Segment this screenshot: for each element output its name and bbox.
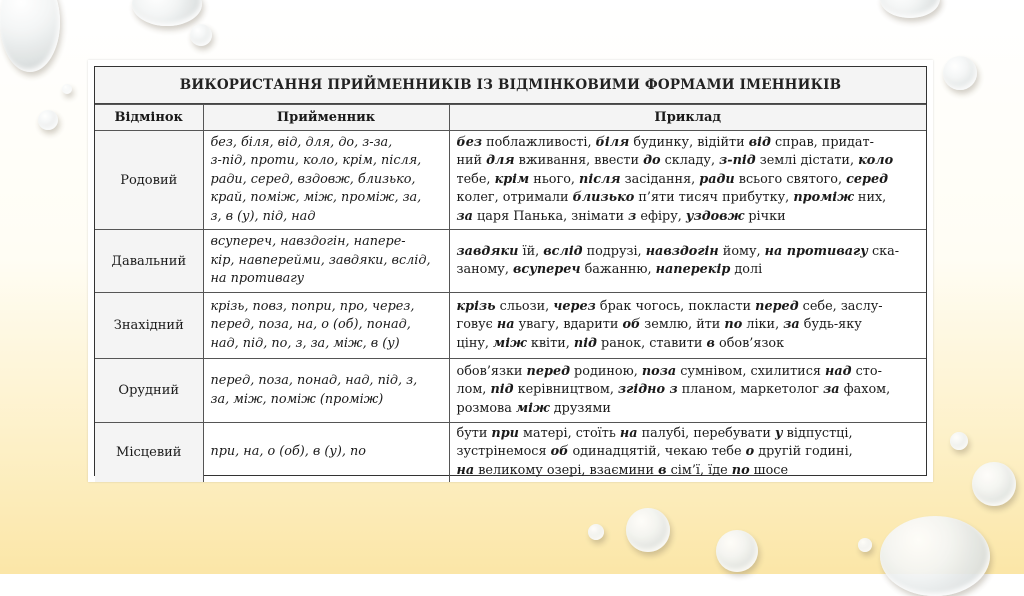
example-text: родиною, — [569, 363, 642, 379]
example-line — [457, 462, 920, 480]
water-drop-decoration — [62, 84, 72, 94]
example-line — [457, 363, 920, 381]
preposition-line: ради, серед, вздовж, близько, — [210, 171, 416, 187]
header-row — [95, 105, 926, 131]
water-drop-decoration — [626, 508, 670, 552]
preposition-line: з-під, проти, коло, крім, після, — [210, 153, 422, 169]
example-text: матері, стоїть — [518, 425, 620, 441]
water-drop-decoration — [858, 538, 872, 552]
example-text: нього, — [529, 171, 580, 187]
preposition-highlight: проміж — [793, 190, 854, 206]
example-cell — [449, 230, 926, 293]
preposition-line: з, в (у), під, над — [210, 208, 316, 224]
prepositions-cell — [203, 230, 449, 293]
example-line — [457, 400, 920, 418]
water-drop-decoration — [0, 0, 60, 72]
preposition-highlight: об — [550, 444, 569, 460]
example-text: увагу, вдарити — [514, 317, 623, 333]
preposition-highlight: навздогін — [645, 243, 719, 259]
example-text: говує — [456, 317, 497, 333]
preposition-highlight: всупереч — [512, 262, 581, 277]
example-text: фахом, — [839, 382, 891, 398]
preposition-line: кір, навперейми, завдяки, вслід, — [210, 252, 431, 268]
preposition-highlight: перед — [526, 363, 570, 379]
preposition-highlight: при — [491, 425, 519, 441]
preposition-line: за, між, поміж (проміж) — [210, 391, 384, 407]
header-example: Приклад — [449, 105, 926, 131]
prepositions-table — [95, 104, 926, 482]
table-row — [95, 230, 926, 293]
preposition-highlight: об — [622, 317, 641, 333]
preposition-line: перед, поза, понад, над, під, з, — [210, 373, 418, 389]
example-text: ний — [456, 153, 487, 169]
example-text: ефіру, — [636, 208, 686, 224]
example-line — [457, 189, 920, 207]
example-text: брак чогось, покласти — [595, 298, 756, 314]
preposition-highlight: на — [456, 462, 475, 478]
example-text: землю, йти — [640, 317, 725, 333]
example-text: заному, — [456, 262, 513, 277]
case-cell: Знахідний — [95, 293, 203, 359]
preposition-highlight: на — [619, 425, 638, 441]
example-cell — [449, 423, 926, 483]
example-line — [457, 335, 920, 353]
example-line — [457, 443, 920, 461]
preposition-highlight: над — [825, 363, 852, 379]
example-text: обов’язки — [456, 363, 527, 379]
preposition-highlight: після — [579, 171, 621, 187]
example-text: сльози, — [495, 298, 554, 314]
preposition-highlight: через — [553, 298, 596, 314]
table-row — [95, 359, 926, 423]
preposition-highlight: поза — [641, 363, 677, 379]
example-text: ціну, — [456, 335, 494, 351]
example-text: колег, отримали — [456, 190, 573, 206]
preposition-highlight: в — [658, 462, 667, 478]
example-text: них, — [853, 190, 887, 206]
example-text: відпустці, — [782, 425, 853, 441]
example-line — [457, 171, 920, 189]
preposition-highlight: перед — [755, 298, 799, 314]
example-text: зустрінемося — [456, 444, 551, 460]
example-text: ска- — [867, 243, 900, 259]
example-text: річки — [744, 208, 786, 224]
case-cell: Орудний — [95, 359, 203, 423]
water-drop-decoration — [880, 516, 990, 596]
example-cell — [449, 293, 926, 359]
preposition-highlight: на — [496, 317, 515, 333]
case-cell: Місцевий — [95, 423, 203, 483]
example-text: подрузі, — [582, 243, 646, 259]
preposition-highlight: крім — [494, 171, 530, 187]
preposition-line: перед, поза, на, о (об), понад, — [210, 317, 411, 333]
preposition-line: край, поміж, між, проміж, за, — [210, 190, 422, 206]
preposition-highlight: наперекір — [655, 262, 731, 277]
preposition-line: крізь, повз, попри, про, через, — [210, 298, 415, 314]
header-preposition: Прийменник — [203, 105, 449, 131]
example-text: їй, — [518, 243, 544, 259]
table-frame — [94, 66, 927, 476]
example-line — [457, 425, 920, 443]
example-text: будинку, відійти — [629, 134, 749, 150]
preposition-highlight: біля — [595, 134, 630, 150]
example-text: шосе — [749, 462, 789, 478]
example-line — [457, 261, 920, 279]
preposition-highlight: близько — [572, 190, 635, 206]
example-text: тебе, — [456, 171, 495, 187]
example-line — [457, 152, 920, 170]
preposition-highlight: на противагу — [764, 243, 868, 259]
preposition-highlight: ради — [699, 171, 735, 187]
preposition-highlight: серед — [846, 171, 889, 187]
example-text: керівництвом, — [513, 382, 619, 398]
example-text: бажанню, — [580, 262, 656, 277]
preposition-highlight: під — [573, 335, 597, 351]
example-text: ліки, — [742, 317, 784, 333]
example-text: планом, маркетолог — [677, 382, 824, 398]
preposition-highlight: крізь — [456, 298, 496, 314]
example-text: себе, заслу- — [798, 298, 883, 314]
example-text: одинадцятій, чекаю тебе — [568, 444, 746, 460]
example-text: розмова — [456, 400, 516, 416]
water-drop-decoration — [880, 0, 940, 18]
preposition-highlight: за — [456, 208, 473, 224]
preposition-highlight: в — [706, 335, 715, 351]
preposition-highlight: з — [628, 208, 637, 224]
example-text: п’яти тисяч прибутку, — [634, 190, 794, 206]
preposition-highlight: згідно з — [618, 382, 678, 398]
table-title: ВИКОРИСТАННЯ ПРИЙМЕННИКІВ ІЗ ВІДМІНКОВИМИ ФОРМАМИ ІМЕННИКІВ — [95, 67, 926, 104]
example-text: йому, — [718, 243, 765, 259]
example-text: обов’язок — [714, 335, 785, 351]
example-text: сім’ї, їде — [666, 462, 732, 478]
example-text: вживання, ввести — [514, 153, 644, 169]
example-text: всього святого, — [734, 171, 847, 187]
preposition-highlight: коло — [858, 153, 894, 169]
preposition-highlight: у — [774, 425, 783, 441]
example-text: справ, придат- — [770, 134, 874, 150]
water-drop-decoration — [943, 56, 977, 90]
prepositions-cell — [203, 423, 449, 483]
preposition-line: без, біля, від, для, до, з-за, — [210, 134, 393, 150]
table-image — [88, 60, 933, 482]
example-line — [457, 316, 920, 334]
example-text: долі — [730, 262, 763, 277]
water-drop-decoration — [588, 524, 604, 540]
example-text: царя Панька, знімати — [472, 208, 629, 224]
example-text: землі дістати, — [755, 153, 859, 169]
table-row — [95, 293, 926, 359]
preposition-highlight: вслід — [543, 243, 583, 259]
table-row — [95, 423, 926, 483]
example-text: квіти, — [526, 335, 574, 351]
preposition-highlight: за — [783, 317, 800, 333]
case-cell: Родовий — [95, 131, 203, 230]
preposition-highlight: з-під — [719, 153, 756, 169]
water-drop-decoration — [190, 24, 212, 46]
preposition-highlight: по — [724, 317, 743, 333]
preposition-highlight: уздовж — [685, 208, 745, 224]
case-cell: Давальний — [95, 230, 203, 293]
preposition-line: всупереч, навздогін, напере- — [210, 234, 406, 250]
example-line — [457, 243, 920, 261]
preposition-highlight: до — [643, 153, 661, 169]
preposition-highlight: по — [731, 462, 750, 478]
example-text: поблажливості, — [482, 134, 596, 150]
example-text: великому озері, взаємини — [474, 462, 659, 478]
example-text: сумнівом, схилитися — [676, 363, 826, 379]
preposition-line: на противагу — [210, 271, 305, 287]
example-text: сто- — [851, 363, 882, 379]
preposition-highlight: між — [515, 400, 550, 416]
example-text: бути — [456, 425, 492, 441]
example-text: будь-яку — [799, 317, 862, 333]
example-text: засідання, — [620, 171, 700, 187]
example-cell — [449, 131, 926, 230]
preposition-line: над, під, по, з, за, між, в (у) — [210, 335, 400, 351]
prepositions-cell — [203, 293, 449, 359]
example-line — [457, 298, 920, 316]
example-text: палубі, перебувати — [637, 425, 775, 441]
example-text: складу, — [660, 153, 720, 169]
preposition-highlight: о — [745, 444, 755, 460]
example-text: ранок, ставити — [596, 335, 707, 351]
prepositions-cell — [203, 131, 449, 230]
example-cell — [449, 359, 926, 423]
preposition-line: при, на, о (об), в (у), по — [210, 444, 366, 460]
water-drop-decoration — [716, 530, 758, 572]
preposition-highlight: без — [456, 134, 483, 150]
preposition-highlight: для — [486, 153, 515, 169]
example-text: другій годині, — [754, 444, 853, 460]
water-drop-decoration — [950, 432, 968, 450]
preposition-highlight: від — [748, 134, 771, 150]
prepositions-cell — [203, 359, 449, 423]
example-line — [457, 381, 920, 399]
header-case: Відмінок — [95, 105, 203, 131]
water-drop-decoration — [132, 0, 202, 26]
preposition-highlight: під — [490, 382, 514, 398]
preposition-highlight: за — [823, 382, 840, 398]
example-text: лом, — [456, 382, 491, 398]
water-drop-decoration — [38, 110, 58, 130]
table-row — [95, 131, 926, 230]
preposition-highlight: між — [493, 335, 527, 351]
water-drop-decoration — [972, 462, 1016, 506]
example-text: друзями — [549, 400, 611, 416]
example-line — [457, 134, 920, 152]
example-line — [457, 208, 920, 226]
preposition-highlight: завдяки — [456, 243, 519, 259]
